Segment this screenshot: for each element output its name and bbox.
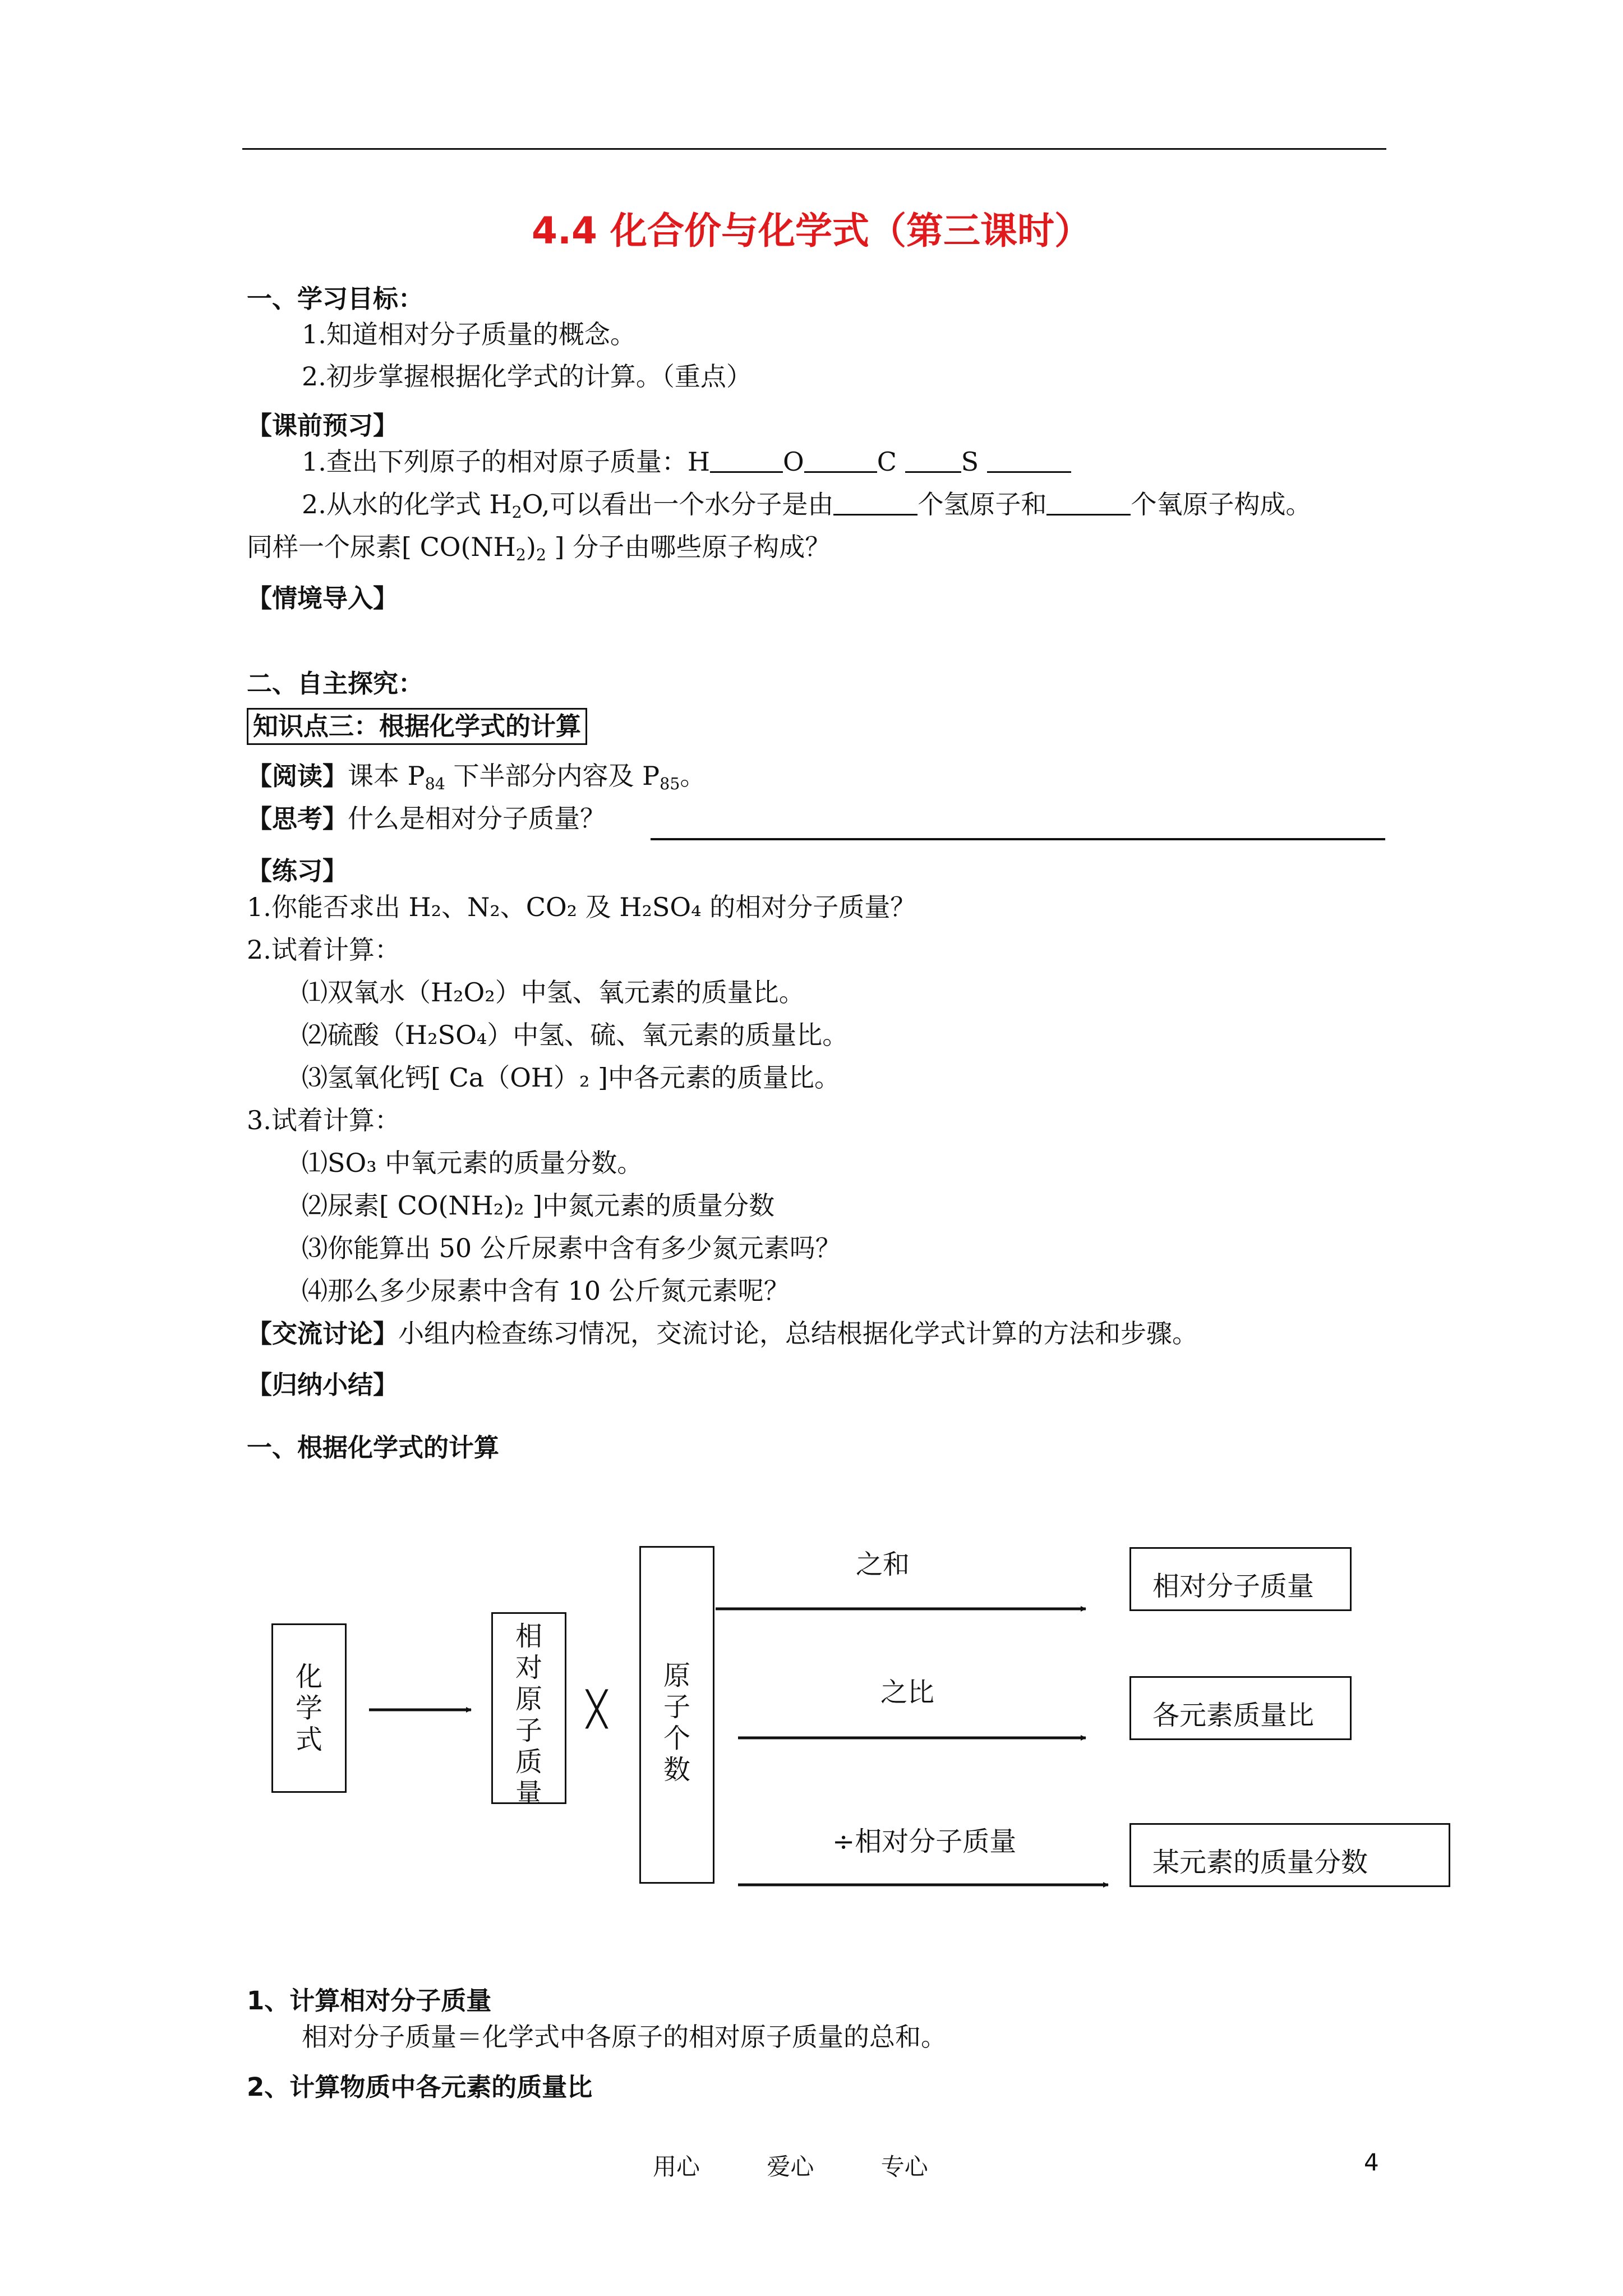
- read-label: 【阅读】: [247, 761, 348, 791]
- calc-heading: 一、根据化学式的计算: [247, 1433, 500, 1462]
- section-heading-explore: 二、自主探究：: [247, 669, 424, 698]
- label-divide: ÷相对分子质量: [832, 1826, 1017, 1857]
- box-atom-count-label: 原子个数: [663, 1660, 690, 1786]
- read-sub-a: 84: [425, 774, 445, 793]
- atom-h: H: [687, 447, 711, 477]
- result1-label: 相对分子质量: [1152, 1571, 1315, 1602]
- section-heading-goals: 一、学习目标：: [247, 284, 424, 314]
- motto-3: 专心: [880, 2153, 928, 2180]
- sub2-heading: 2、计算物质中各元素的质量比: [247, 2072, 593, 2102]
- q2-part1: 2.从水的化学式 H: [302, 489, 512, 519]
- summary-heading: 【归纳小结】: [247, 1370, 399, 1400]
- q2-line2-sub: 2: [515, 545, 526, 564]
- q2-line2-c: ] 分子由哪些原子构成？: [546, 532, 831, 562]
- practice-3-item: ⑶你能算出 50 公斤尿素中含有多少氮元素吗？: [302, 1233, 841, 1263]
- q2-part3: 个氢原子和: [917, 489, 1047, 519]
- result-relative-molecular-mass: [1129, 1547, 1352, 1611]
- result2-label: 各元素质量比: [1152, 1700, 1315, 1731]
- practice-3-item: ⑵尿素[ CO(NH₂)₂ ]中氮元素的质量分数: [302, 1190, 775, 1221]
- page-title: 4.4 化合价与化学式（第三课时）: [532, 209, 1091, 252]
- think-label: 【思考】: [247, 804, 348, 834]
- practice-3: 3.试着计算：: [247, 1105, 400, 1135]
- goal-item: 2.初步掌握根据化学式的计算。（重点）: [302, 361, 752, 392]
- read-sub-b: 85: [660, 774, 680, 793]
- q2-line2-a: 同样一个尿素[ CO(NH: [247, 532, 516, 562]
- read-text-b: 下半部分内容及 P: [445, 761, 660, 791]
- practice-3-item: ⑴SO₃ 中氧元素的质量分数。: [302, 1148, 643, 1178]
- preview-q1-text: 1.查出下列原子的相对原子质量：: [302, 447, 688, 477]
- page-number: 4: [1364, 2148, 1379, 2176]
- goal-item: 1.知道相对分子质量的概念。: [302, 319, 636, 349]
- q2-part4: 个氧原子构成。: [1131, 489, 1312, 519]
- discuss-label: 【交流讨论】: [247, 1319, 399, 1349]
- knowledge-box: 知识点三：根据化学式的计算: [247, 708, 587, 745]
- result-mass-fraction: [1129, 1823, 1450, 1887]
- box-rel-mass-label: 相对原子质量: [515, 1621, 542, 1809]
- box-formula-label: 化学式: [295, 1661, 322, 1755]
- read-text-c: 。: [680, 761, 706, 791]
- practice-2-item: ⑵硫酸（H₂SO₄）中氢、硫、氧元素的质量比。: [302, 1020, 849, 1050]
- q2-part2: O,可以看出一个水分子是由: [522, 489, 834, 519]
- atom-o: O: [783, 447, 804, 477]
- practice-2: 2.试着计算：: [247, 935, 400, 965]
- footer-motto: [653, 2148, 928, 2182]
- atom-c: C: [877, 447, 897, 477]
- preview-heading: 【课前预习】: [247, 411, 399, 440]
- practice-3-item: ⑷那么多少尿素中含有 10 公斤氮元素呢？: [302, 1276, 790, 1306]
- motto-1: 用心: [653, 2153, 700, 2180]
- motto-2: 爱心: [767, 2153, 814, 2180]
- discuss-text: 小组内检查练习情况，交流讨论，总结根据化学式计算的方法和步骤。: [398, 1318, 1198, 1349]
- label-sum: 之和: [856, 1549, 910, 1580]
- result-element-mass-ratio: [1129, 1676, 1352, 1740]
- read-text-a: 课本 P: [348, 761, 425, 791]
- result3-label: 某元素的质量分数: [1152, 1847, 1368, 1878]
- scenario-heading: 【情境导入】: [247, 583, 399, 613]
- q2-sub: 2: [511, 503, 522, 522]
- practice-1: 1.你能否求出 H₂、N₂、CO₂ 及 H₂SO₄ 的相对分子质量？: [247, 892, 916, 922]
- think-text: 什么是相对分子质量？: [348, 803, 606, 834]
- q2-line2-sub2: 2: [536, 545, 547, 564]
- practice-2-item: ⑴双氧水（H₂O₂）中氢、氧元素的质量比。: [302, 977, 805, 1007]
- practice-2-item: ⑶氢氧化钙[ Ca（OH）₂ ]中各元素的质量比。: [302, 1062, 841, 1093]
- sub1-heading: 1、计算相对分子质量: [247, 1986, 492, 2016]
- q2-line2-b: ): [525, 532, 536, 562]
- multiply-sign: ╳: [587, 1690, 607, 1729]
- sub1-text: 相对分子质量＝化学式中各原子的相对原子质量的总和。: [302, 2022, 947, 2052]
- label-ratio: 之比: [880, 1677, 935, 1708]
- atom-s: S: [961, 447, 979, 477]
- practice-heading: 【练习】: [247, 856, 348, 886]
